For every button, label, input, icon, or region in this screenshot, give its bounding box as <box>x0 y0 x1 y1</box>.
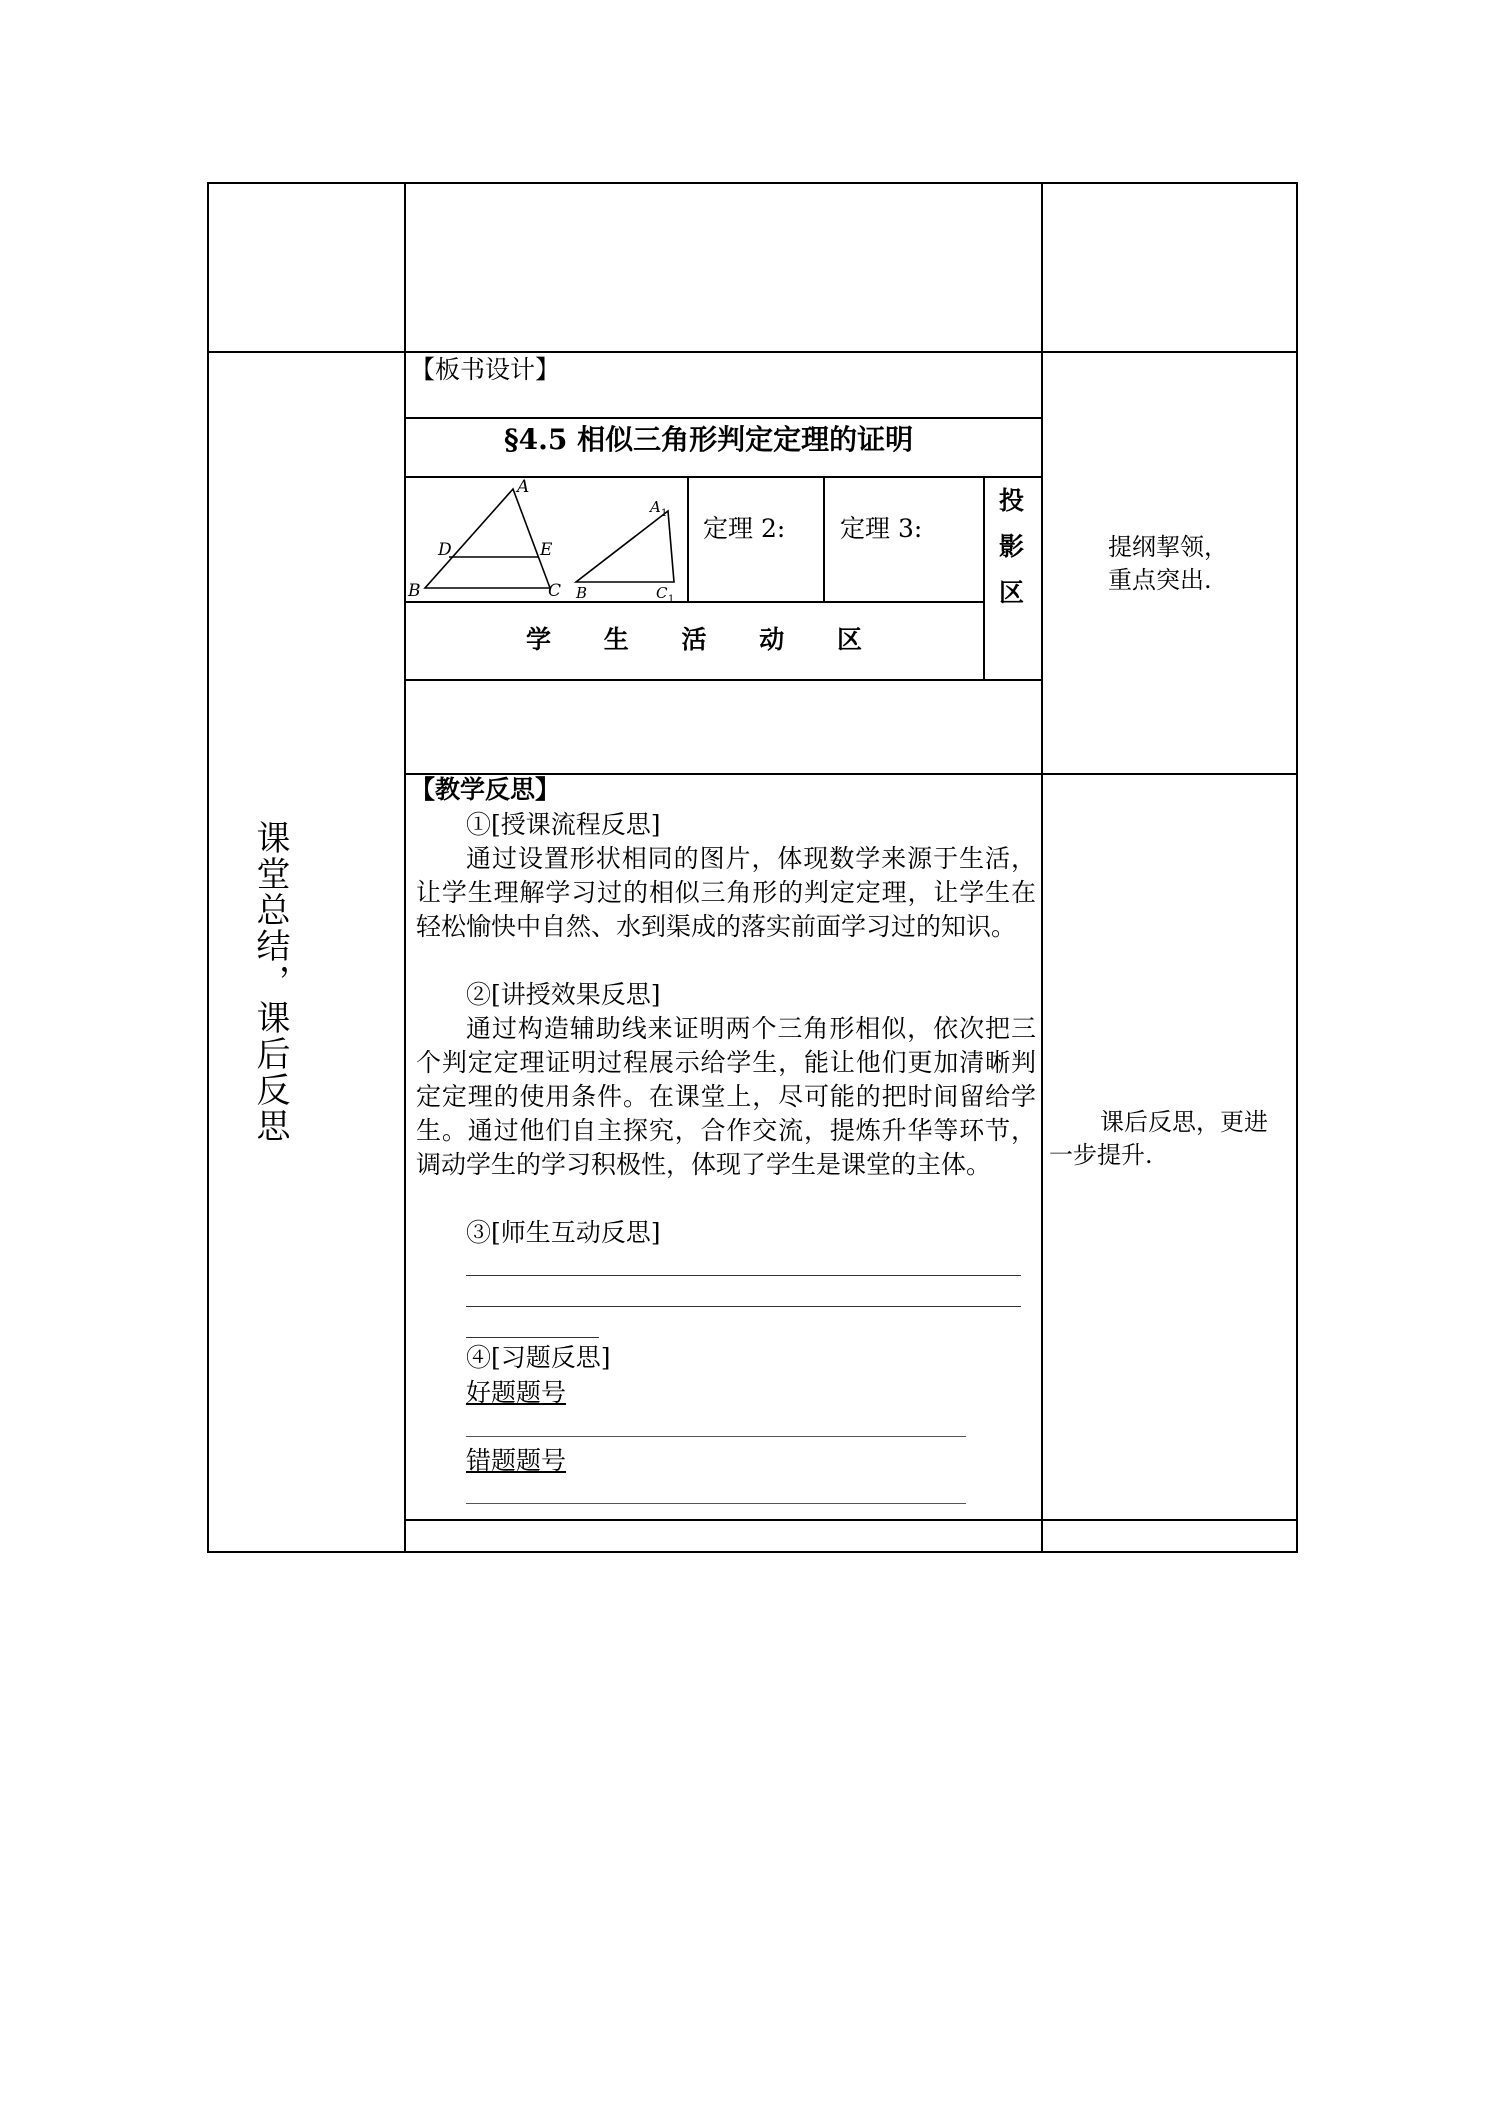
wrong-question-blank[interactable] <box>466 1503 966 1504</box>
projection-area-label: 投影区 <box>999 486 1025 607</box>
board-box-bottom <box>404 679 1041 681</box>
label-c1: C <box>656 584 668 602</box>
reflection-item-1-title: ①[授课流程反思] <box>466 810 661 839</box>
theorem-2: 定理 2: <box>703 514 786 543</box>
reflection-item-1-text: 通过设置形状相同的图片，体现数学来源于生活，让学生理解学习过的相似三角形的判定定理，让学生在轻松愉快中自然、水到渠成的落实前面学习过的知识。 <box>416 844 1036 941</box>
reflect-note-line-2: 一步提升. <box>1049 1141 1153 1169</box>
label-b: B <box>408 581 421 601</box>
reflection-header: 【教学反思】 <box>410 775 561 804</box>
board-note-line-1: 提纲挈领， <box>1108 533 1228 561</box>
board-cell-divider-1 <box>687 476 689 602</box>
interaction-blank-line-2[interactable] <box>466 1306 1021 1307</box>
student-char-3: 活 <box>681 625 707 654</box>
row-divider-1 <box>207 351 1298 353</box>
section-label: 课堂总结，课后反思 <box>250 820 290 1144</box>
board-note-line-2: 重点突出. <box>1108 566 1212 594</box>
board-title: §4.5 相似三角形判定定理的证明 <box>504 423 914 456</box>
reflection-item-3-title: ③[师生互动反思] <box>466 1218 661 1247</box>
reflection-item-2-text: 通过构造辅助线来证明两个三角形相似，依次把三个判定定理证明过程展示给学生，能让他们更加清晰判定定理的使用条件。在课堂上，尽可能的把时间留给学生。通过他们自主探究，合作交流，提炼升华等环节，调动学生的学习积极性，体现了学生是课堂的主体。 <box>416 1014 1036 1179</box>
reflect-note-line-1: 课后反思，更进 <box>1100 1108 1268 1136</box>
label-a: A <box>517 478 530 497</box>
interaction-blank-line-1[interactable] <box>466 1275 1021 1276</box>
student-activity-area <box>404 620 984 656</box>
row-divider-3 <box>404 1519 1298 1521</box>
table-border-left <box>207 182 209 1553</box>
label-c1-sub: 1 <box>668 594 675 602</box>
theorem-3: 定理 3: <box>840 514 923 543</box>
table-border-top <box>207 182 1298 184</box>
triangle-figure <box>404 478 687 602</box>
table-border-right <box>1296 182 1298 1553</box>
good-question-label: 好题题号 <box>466 1378 567 1407</box>
board-box-top <box>404 417 1041 419</box>
column-divider-2 <box>1041 182 1043 1553</box>
student-char-1: 学 <box>526 625 552 654</box>
board-header: 【板书设计】 <box>410 355 561 384</box>
good-question-blank[interactable] <box>466 1436 966 1437</box>
interaction-blank-line-3[interactable] <box>466 1337 599 1338</box>
triangle-abc <box>425 489 550 588</box>
wrong-question-label: 错题题号 <box>466 1446 567 1475</box>
label-a1: A <box>650 498 661 516</box>
label-d: D <box>438 540 452 560</box>
student-char-5: 区 <box>836 625 862 654</box>
label-c: C <box>548 581 562 601</box>
reflection-item-2-title: ②[讲授效果反思] <box>466 980 661 1009</box>
triangle-small <box>576 511 674 582</box>
column-divider-1 <box>404 182 406 1553</box>
reflection-item-4-title: ④[习题反思] <box>466 1343 611 1372</box>
table-border-bottom <box>207 1551 1298 1553</box>
label-e: E <box>540 540 553 560</box>
student-char-4: 动 <box>759 625 785 654</box>
board-cell-divider-2 <box>823 476 825 602</box>
label-b1: B <box>576 584 588 602</box>
student-char-2: 生 <box>603 625 629 654</box>
label-a1-sub: 1 <box>661 508 668 519</box>
